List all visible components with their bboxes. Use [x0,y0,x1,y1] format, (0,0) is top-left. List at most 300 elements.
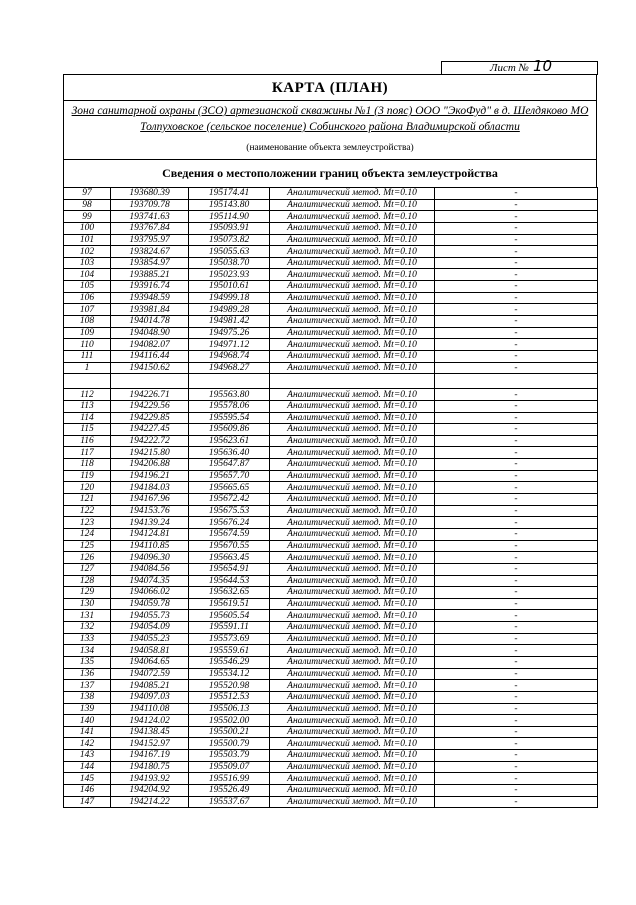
point-number-cell: 104 [64,269,111,281]
y-coordinate-cell: 195559.61 [189,645,270,657]
y-coordinate-cell: 195644.53 [189,575,270,587]
y-coordinate-cell: 195578.06 [189,400,270,412]
boundary-points-body [64,188,598,808]
y-coordinate-cell: 194999.18 [189,292,270,304]
table-row [64,327,598,339]
x-coordinate-cell: 193680.39 [111,188,189,200]
table-row [64,563,598,575]
point-number-cell: 107 [64,304,111,316]
x-coordinate-cell: 194215.80 [111,447,189,459]
description-cell: - [435,540,598,552]
method-cell: Аналитический метод. Mt=0.10 [270,304,435,316]
point-number-cell: 100 [64,222,111,234]
x-coordinate-cell: 194124.81 [111,528,189,540]
point-number-cell: 110 [64,339,111,351]
method-cell: Аналитический метод. Mt=0.10 [270,339,435,351]
point-number-cell: 108 [64,316,111,328]
x-coordinate-cell: 193916.74 [111,281,189,293]
table-row [64,269,598,281]
table-row [64,738,598,750]
method-cell: Аналитический метод. Mt=0.10 [270,680,435,692]
empty-cell [270,374,435,389]
description-cell: - [435,316,598,328]
method-cell: Аналитический метод. Mt=0.10 [270,552,435,564]
y-coordinate-cell: 195073.82 [189,234,270,246]
table-row [64,257,598,269]
y-coordinate-cell: 195509.07 [189,761,270,773]
method-cell: Аналитический метод. Mt=0.10 [270,350,435,362]
table-row [64,726,598,738]
y-coordinate-cell: 195010.61 [189,281,270,293]
point-number-cell: 146 [64,785,111,797]
x-coordinate-cell: 194048.90 [111,327,189,339]
table-row [64,292,598,304]
method-cell: Аналитический метод. Mt=0.10 [270,400,435,412]
point-number-cell: 135 [64,656,111,668]
point-number-cell: 123 [64,517,111,529]
object-name-line1: Зона санитарной охраны (ЗСО) артезианской скважины №1 (3 пояс) ООО "ЭкоФуд" в д. Шелдяково МО [71,105,589,117]
point-number-cell: 129 [64,587,111,599]
table-row [64,246,598,258]
point-number-cell: 134 [64,645,111,657]
point-number-cell: 138 [64,691,111,703]
y-coordinate-cell: 195503.79 [189,750,270,762]
object-name-line2: Толпуховское (сельское поселение) Собинского района Владимирской области [140,121,520,133]
x-coordinate-cell: 194229.56 [111,400,189,412]
empty-cell [435,374,598,389]
x-coordinate-cell: 194054.09 [111,622,189,634]
method-cell: Аналитический метод. Mt=0.10 [270,389,435,401]
x-coordinate-cell: 194139.24 [111,517,189,529]
y-coordinate-cell: 195654.91 [189,563,270,575]
x-coordinate-cell: 193948.59 [111,292,189,304]
x-coordinate-cell: 194226.71 [111,389,189,401]
description-cell: - [435,505,598,517]
y-coordinate-cell: 195174.41 [189,188,270,200]
y-coordinate-cell: 195537.67 [189,796,270,808]
method-cell: Аналитический метод. Mt=0.10 [270,327,435,339]
x-coordinate-cell: 194124.02 [111,715,189,727]
table-row [64,389,598,401]
x-coordinate-cell: 194064.65 [111,656,189,668]
table-row [64,691,598,703]
table-row [64,424,598,436]
method-cell: Аналитический метод. Mt=0.10 [270,459,435,471]
description-cell: - [435,257,598,269]
description-cell: - [435,517,598,529]
empty-cell [189,374,270,389]
empty-cell [111,374,189,389]
y-coordinate-cell: 195609.86 [189,424,270,436]
table-row [64,715,598,727]
table-row [64,680,598,692]
x-coordinate-cell: 193824.67 [111,246,189,258]
method-cell: Аналитический метод. Mt=0.10 [270,412,435,424]
method-cell: Аналитический метод. Mt=0.10 [270,470,435,482]
point-number-cell: 136 [64,668,111,680]
description-cell: - [435,188,598,200]
empty-cell [64,374,111,389]
y-coordinate-cell: 195605.54 [189,610,270,622]
method-cell: Аналитический метод. Mt=0.10 [270,246,435,258]
description-cell: - [435,598,598,610]
description-cell: - [435,633,598,645]
point-number-cell: 118 [64,459,111,471]
y-coordinate-cell: 195512.53 [189,691,270,703]
x-coordinate-cell: 193741.63 [111,211,189,223]
point-number-cell: 111 [64,350,111,362]
x-coordinate-cell: 193767.84 [111,222,189,234]
page-title: КАРТА (ПЛАН) [271,80,389,96]
description-cell: - [435,587,598,599]
x-coordinate-cell: 194138.45 [111,726,189,738]
method-cell: Аналитический метод. Mt=0.10 [270,785,435,797]
method-cell: Аналитический метод. Mt=0.10 [270,633,435,645]
x-coordinate-cell: 194059.78 [111,598,189,610]
method-cell: Аналитический метод. Mt=0.10 [270,540,435,552]
method-cell: Аналитический метод. Mt=0.10 [270,715,435,727]
table-row [64,540,598,552]
point-number-cell: 102 [64,246,111,258]
table-row [64,211,598,223]
x-coordinate-cell: 194206.88 [111,459,189,471]
description-cell: - [435,726,598,738]
method-cell: Аналитический метод. Mt=0.10 [270,796,435,808]
description-cell: - [435,656,598,668]
table-row [64,528,598,540]
point-number-cell: 113 [64,400,111,412]
x-coordinate-cell: 194204.92 [111,785,189,797]
y-coordinate-cell: 195676.24 [189,517,270,529]
x-coordinate-cell: 194167.96 [111,494,189,506]
y-coordinate-cell: 195595.54 [189,412,270,424]
table-row [64,362,598,374]
point-number-cell: 97 [64,188,111,200]
table-row [64,199,598,211]
x-coordinate-cell: 194180.75 [111,761,189,773]
description-cell: - [435,211,598,223]
point-number-cell: 114 [64,412,111,424]
section-title: Сведения о местоположении границ объекта землеустройства [162,166,498,180]
method-cell: Аналитический метод. Mt=0.10 [270,691,435,703]
point-number-cell: 137 [64,680,111,692]
point-number-cell: 128 [64,575,111,587]
point-number-cell: 106 [64,292,111,304]
method-cell: Аналитический метод. Mt=0.10 [270,587,435,599]
description-cell: - [435,281,598,293]
method-cell: Аналитический метод. Mt=0.10 [270,188,435,200]
y-coordinate-cell: 194968.27 [189,362,270,374]
x-coordinate-cell: 194096.30 [111,552,189,564]
table-row [64,750,598,762]
table-row [64,622,598,634]
method-cell: Аналитический метод. Mt=0.10 [270,435,435,447]
description-cell: - [435,234,598,246]
description-cell: - [435,362,598,374]
table-row [64,598,598,610]
point-number-cell: 120 [64,482,111,494]
description-cell: - [435,304,598,316]
y-coordinate-cell: 195674.59 [189,528,270,540]
table-row [64,645,598,657]
description-cell: - [435,773,598,785]
description-cell: - [435,796,598,808]
x-coordinate-cell: 194150.62 [111,362,189,374]
method-cell: Аналитический метод. Mt=0.10 [270,738,435,750]
method-cell: Аналитический метод. Mt=0.10 [270,726,435,738]
y-coordinate-cell: 195534.12 [189,668,270,680]
y-coordinate-cell: 195636.40 [189,447,270,459]
y-coordinate-cell: 195563.80 [189,389,270,401]
method-cell: Аналитический метод. Mt=0.10 [270,211,435,223]
point-number-cell: 124 [64,528,111,540]
x-coordinate-cell: 193981.84 [111,304,189,316]
point-number-cell: 144 [64,761,111,773]
method-cell: Аналитический метод. Mt=0.10 [270,257,435,269]
table-gap-row [64,374,598,389]
method-cell: Аналитический метод. Mt=0.10 [270,269,435,281]
y-coordinate-cell: 194968.74 [189,350,270,362]
method-cell: Аналитический метод. Mt=0.10 [270,362,435,374]
point-number-cell: 133 [64,633,111,645]
table-row [64,575,598,587]
point-number-cell: 115 [64,424,111,436]
table-row [64,281,598,293]
point-number-cell: 122 [64,505,111,517]
y-coordinate-cell: 195114.90 [189,211,270,223]
method-cell: Аналитический метод. Mt=0.10 [270,234,435,246]
description-cell: - [435,222,598,234]
method-cell: Аналитический метод. Mt=0.10 [270,482,435,494]
y-coordinate-cell: 195516.99 [189,773,270,785]
point-number-cell: 116 [64,435,111,447]
x-coordinate-cell: 194184.03 [111,482,189,494]
point-number-cell: 132 [64,622,111,634]
method-cell: Аналитический метод. Mt=0.10 [270,563,435,575]
description-cell: - [435,575,598,587]
description-cell: - [435,680,598,692]
x-coordinate-cell: 194227.45 [111,424,189,436]
table-row [64,552,598,564]
point-number-cell: 147 [64,796,111,808]
y-coordinate-cell: 195520.98 [189,680,270,692]
y-coordinate-cell: 195670.55 [189,540,270,552]
y-coordinate-cell: 195093.91 [189,222,270,234]
method-cell: Аналитический метод. Mt=0.10 [270,656,435,668]
description-cell: - [435,470,598,482]
table-row [64,447,598,459]
description-cell: - [435,610,598,622]
y-coordinate-cell: 195546.29 [189,656,270,668]
method-cell: Аналитический метод. Mt=0.10 [270,222,435,234]
y-coordinate-cell: 195023.93 [189,269,270,281]
x-coordinate-cell: 194097.03 [111,691,189,703]
y-coordinate-cell: 194981.42 [189,316,270,328]
point-number-cell: 126 [64,552,111,564]
description-cell: - [435,339,598,351]
point-number-cell: 143 [64,750,111,762]
x-coordinate-cell: 194214.22 [111,796,189,808]
point-number-cell: 1 [64,362,111,374]
point-number-cell: 98 [64,199,111,211]
y-coordinate-cell: 195591.11 [189,622,270,634]
y-coordinate-cell: 195663.45 [189,552,270,564]
method-cell: Аналитический метод. Mt=0.10 [270,494,435,506]
table-row [64,222,598,234]
y-coordinate-cell: 195675.53 [189,505,270,517]
table-row [64,304,598,316]
point-number-cell: 112 [64,389,111,401]
description-cell: - [435,703,598,715]
method-cell: Аналитический метод. Mt=0.10 [270,622,435,634]
method-cell: Аналитический метод. Mt=0.10 [270,199,435,211]
point-number-cell: 130 [64,598,111,610]
sheet-label: Лист № [490,62,529,74]
x-coordinate-cell: 193885.21 [111,269,189,281]
table-row [64,459,598,471]
table-row [64,505,598,517]
method-cell: Аналитический метод. Mt=0.10 [270,281,435,293]
y-coordinate-cell: 195672.42 [189,494,270,506]
description-cell: - [435,389,598,401]
description-cell: - [435,400,598,412]
x-coordinate-cell: 194110.85 [111,540,189,552]
x-coordinate-cell: 194229.85 [111,412,189,424]
description-cell: - [435,327,598,339]
table-row [64,703,598,715]
y-coordinate-cell: 195619.51 [189,598,270,610]
description-cell: - [435,246,598,258]
description-cell: - [435,269,598,281]
description-cell: - [435,750,598,762]
description-cell: - [435,424,598,436]
x-coordinate-cell: 194196.21 [111,470,189,482]
method-cell: Аналитический метод. Mt=0.10 [270,505,435,517]
table-row [64,350,598,362]
table-row [64,494,598,506]
table-row [64,435,598,447]
y-coordinate-cell: 195573.69 [189,633,270,645]
description-cell: - [435,691,598,703]
y-coordinate-cell: 195632.65 [189,587,270,599]
method-cell: Аналитический метод. Mt=0.10 [270,598,435,610]
method-cell: Аналитический метод. Mt=0.10 [270,528,435,540]
table-row [64,316,598,328]
table-row [64,796,598,808]
description-cell: - [435,552,598,564]
point-number-cell: 139 [64,703,111,715]
x-coordinate-cell: 194084.56 [111,563,189,575]
description-cell: - [435,459,598,471]
x-coordinate-cell: 194193.92 [111,773,189,785]
description-cell: - [435,412,598,424]
y-coordinate-cell: 195665.65 [189,482,270,494]
x-coordinate-cell: 193709.78 [111,199,189,211]
method-cell: Аналитический метод. Mt=0.10 [270,703,435,715]
table-row [64,412,598,424]
description-cell: - [435,482,598,494]
description-cell: - [435,668,598,680]
y-coordinate-cell: 194971.12 [189,339,270,351]
boundary-points-table [63,187,598,808]
method-cell: Аналитический метод. Mt=0.10 [270,517,435,529]
x-coordinate-cell: 194055.73 [111,610,189,622]
y-coordinate-cell: 194989.28 [189,304,270,316]
table-row [64,785,598,797]
point-number-cell: 131 [64,610,111,622]
table-row [64,761,598,773]
y-coordinate-cell: 195506.13 [189,703,270,715]
method-cell: Аналитический метод. Mt=0.10 [270,316,435,328]
y-coordinate-cell: 194975.26 [189,327,270,339]
table-row [64,339,598,351]
description-cell: - [435,738,598,750]
point-number-cell: 121 [64,494,111,506]
y-coordinate-cell: 195500.21 [189,726,270,738]
y-coordinate-cell: 195055.63 [189,246,270,258]
method-cell: Аналитический метод. Mt=0.10 [270,447,435,459]
point-number-cell: 103 [64,257,111,269]
point-number-cell: 105 [64,281,111,293]
x-coordinate-cell: 193795.97 [111,234,189,246]
description-cell: - [435,528,598,540]
x-coordinate-cell: 194082.07 [111,339,189,351]
x-coordinate-cell: 194085.21 [111,680,189,692]
y-coordinate-cell: 195526.49 [189,785,270,797]
table-row [64,482,598,494]
table-row [64,773,598,785]
sheet-number: 10 [533,57,553,75]
method-cell: Аналитический метод. Mt=0.10 [270,761,435,773]
object-name-caption: (наименование объекта землеустройства) [246,143,414,153]
point-number-cell: 119 [64,470,111,482]
method-cell: Аналитический метод. Mt=0.10 [270,645,435,657]
point-number-cell: 142 [64,738,111,750]
description-cell: - [435,292,598,304]
description-cell: - [435,761,598,773]
table-row [64,587,598,599]
x-coordinate-cell: 194072.59 [111,668,189,680]
table-row [64,633,598,645]
y-coordinate-cell: 195143.80 [189,199,270,211]
x-coordinate-cell: 194222.72 [111,435,189,447]
table-row [64,610,598,622]
description-cell: - [435,563,598,575]
y-coordinate-cell: 195038.70 [189,257,270,269]
table-row [64,656,598,668]
method-cell: Аналитический метод. Mt=0.10 [270,773,435,785]
point-number-cell: 117 [64,447,111,459]
section-divider [63,159,597,160]
method-cell: Аналитический метод. Mt=0.10 [270,750,435,762]
method-cell: Аналитический метод. Mt=0.10 [270,575,435,587]
description-cell: - [435,350,598,362]
point-number-cell: 99 [64,211,111,223]
point-number-cell: 109 [64,327,111,339]
table-row [64,517,598,529]
point-number-cell: 127 [64,563,111,575]
x-coordinate-cell: 194167.19 [111,750,189,762]
method-cell: Аналитический метод. Mt=0.10 [270,610,435,622]
y-coordinate-cell: 195657.70 [189,470,270,482]
y-coordinate-cell: 195623.61 [189,435,270,447]
point-number-cell: 101 [64,234,111,246]
method-cell: Аналитический метод. Mt=0.10 [270,292,435,304]
x-coordinate-cell: 194153.76 [111,505,189,517]
x-coordinate-cell: 194110.08 [111,703,189,715]
x-coordinate-cell: 194058.81 [111,645,189,657]
description-cell: - [435,622,598,634]
